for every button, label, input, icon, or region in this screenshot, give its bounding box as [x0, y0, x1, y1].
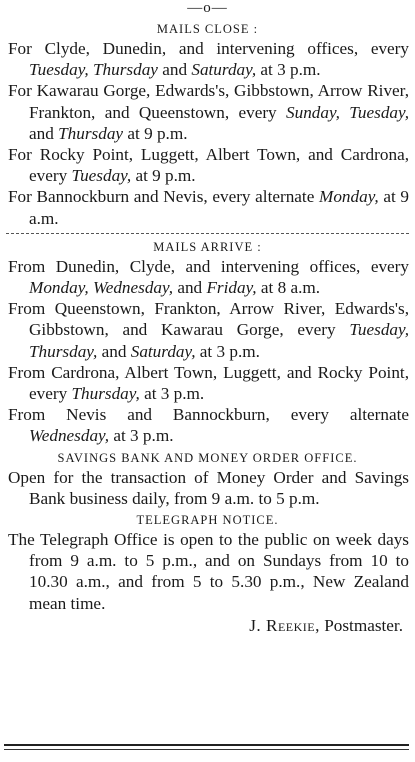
mails-close-list — [0, 38, 415, 229]
list-item: For Kawarau Gorge, Edwards's, Gibbstown, Arrow River, Frankton, and Queenstown, every Sunday, Tuesday, and Thursday at 9 p.m. — [8, 81, 409, 143]
list-item: From Cardrona, Albert Town, Luggett, and Rocky Point, every Thursday, at 3 p.m. — [8, 362, 409, 404]
list-item: From Dunedin, Clyde, and intervening offices, every Monday, Wednesday, and Friday, at 8 a.m. — [8, 256, 409, 298]
mails-arrive-list — [0, 256, 415, 447]
telegraph-heading: TELEGRAPH NOTICE. — [136, 513, 279, 528]
signature — [0, 615, 415, 636]
list-item: For Clyde, Dunedin, and intervening offices, every Tuesday, Thursday and Saturday, at 3 p.m. — [8, 39, 409, 80]
telegraph-text: The Telegraph Office is open to the public on week days from 9 a.m. to 5 p.m., and on Sundays from 10 to 10.30 a.m., and from 5 to 5.30 p.m., New Zealand mean time. — [8, 530, 409, 613]
list-item: From Queenstown, Frankton, Arrow River, Edwards's, Gibbstown, and Kawarau Gorge, every Tuesday, Thursday, and Saturday, at 3 p.m. — [8, 299, 409, 361]
mails-close-heading: MAILS CLOSE : — [156, 22, 259, 36]
section-divider — [6, 233, 409, 234]
savings-bank-heading: SAVINGS BANK AND MONEY ORDER OFFICE. — [57, 450, 358, 465]
signature-name: J. Reekie, — [249, 615, 320, 635]
list-item: For Bannockburn and Nevis, every alternate Monday, at 9 a.m. — [8, 187, 409, 228]
signature-title: Postmaster. — [324, 615, 403, 635]
ornament-divider: —o— — [187, 0, 228, 16]
savings-bank-text: Open for the transaction of Money Order and Savings Bank business daily, from 9 a.m. to 5 p.m. — [8, 467, 409, 508]
bottom-rule — [4, 744, 409, 753]
list-item: From Nevis and Bannockburn, every alternate Wednesday, at 3 p.m. — [8, 405, 409, 446]
mails-arrive-heading: MAILS ARRIVE : — [153, 239, 262, 254]
list-item: For Rocky Point, Luggett, Albert Town, and Cardrona, every Tuesday, at 9 p.m. — [8, 145, 409, 186]
